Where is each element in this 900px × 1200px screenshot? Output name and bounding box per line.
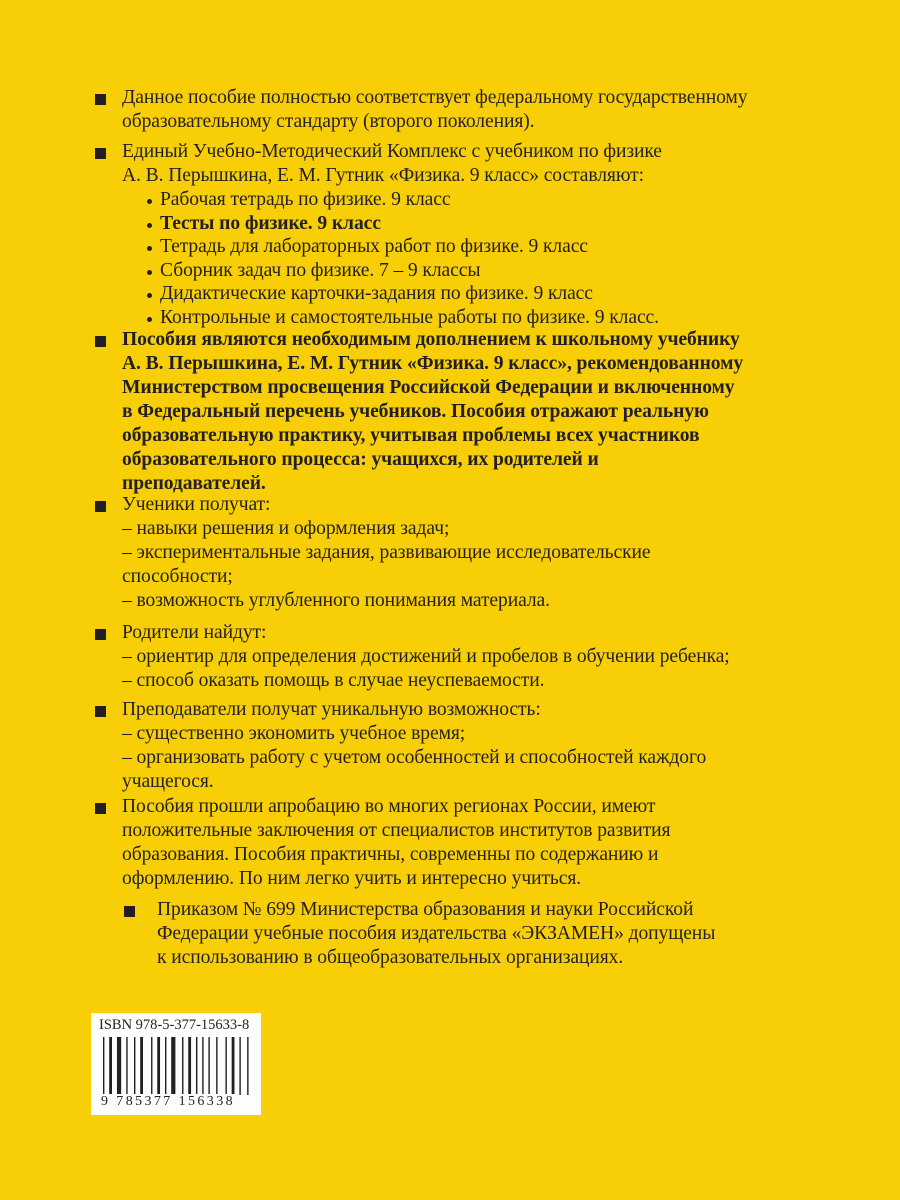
bullet-dot-icon bbox=[147, 293, 152, 298]
paragraph-line: А. В. Перышкина, Е. М. Гутник «Физика. 9 класс», рекомендованному bbox=[122, 353, 744, 374]
barcode-digits: 9 785377 156338 bbox=[101, 1094, 235, 1109]
list-item: Сборник задач по физике. 7 – 9 классы bbox=[160, 259, 481, 281]
paragraph-line: Федерации учебные пособия издательства «ЭКЗАМЕН» допущены bbox=[157, 923, 716, 944]
barcode-bar bbox=[232, 1037, 235, 1095]
barcode-bar bbox=[151, 1037, 152, 1095]
barcode-bar bbox=[216, 1037, 217, 1095]
paragraph-line: оформлению. По ним легко учить и интересно учиться. bbox=[122, 868, 582, 889]
barcode-bar bbox=[134, 1037, 135, 1095]
bullet-dot-icon bbox=[147, 199, 152, 204]
paragraph-line: – возможность углубленного понимания материала. bbox=[122, 590, 550, 611]
barcode-bar bbox=[188, 1037, 191, 1095]
isbn-barcode-block bbox=[91, 1013, 261, 1115]
barcode-bar bbox=[225, 1037, 226, 1095]
barcode-bar bbox=[239, 1037, 240, 1095]
paragraph-line: образовательному стандарту (второго поколения). bbox=[122, 111, 535, 132]
barcode-bar bbox=[140, 1037, 143, 1095]
bullet-square-icon bbox=[95, 706, 106, 717]
paragraph-line: Преподаватели получат уникальную возможность: bbox=[122, 699, 541, 720]
paragraph-line: учащегося. bbox=[122, 771, 214, 792]
list-item: Дидактические карточки-задания по физике. 9 класс bbox=[160, 283, 593, 304]
bullet-square-icon bbox=[95, 803, 106, 814]
paragraph-line: Приказом № 699 Министерства образования и науки Российской bbox=[157, 899, 694, 920]
bullet-dot-icon bbox=[147, 223, 152, 228]
bullet-square-icon bbox=[95, 336, 106, 347]
paragraph-line: Данное пособие полностью соответствует федеральному государственному bbox=[122, 87, 748, 108]
paragraph-line: способности; bbox=[122, 566, 233, 587]
paragraph-line: – способ оказать помощь в случае неуспеваемости. bbox=[122, 670, 545, 691]
list-item: Тетрадь для лабораторных работ по физике. 9 класс bbox=[160, 236, 588, 257]
paragraph-line: в Федеральный перечень учебников. Пособия отражают реальную bbox=[122, 401, 709, 422]
paragraph-line: – ориентир для определения достижений и пробелов в обучении ребенка; bbox=[122, 646, 730, 667]
paragraph-line: – организовать работу с учетом особенностей и способностей каждого bbox=[122, 747, 707, 768]
paragraph-line: образовательного процесса: учащихся, их родителей и bbox=[122, 449, 599, 470]
barcode-bar bbox=[247, 1037, 248, 1095]
list-item: Рабочая тетрадь по физике. 9 класс bbox=[160, 189, 451, 210]
bullet-dot-icon bbox=[147, 246, 152, 251]
barcode-bar bbox=[157, 1037, 160, 1095]
paragraph-line: Ученики получат: bbox=[122, 494, 271, 515]
paragraph-line: к использованию в общеобразовательных организациях. bbox=[157, 947, 624, 968]
paragraph-line: Министерством просвещения Российской Федерации и включенному bbox=[122, 377, 735, 398]
paragraph-line: – навыки решения и оформления задач; bbox=[122, 518, 450, 539]
bullet-dot-icon bbox=[147, 270, 152, 275]
bullet-square-icon bbox=[95, 148, 106, 159]
list-item: Тесты по физике. 9 класс bbox=[160, 212, 381, 234]
paragraph-line: – экспериментальные задания, развивающие исследовательские bbox=[122, 542, 651, 563]
paragraph-line: Пособия являются необходимым дополнением к школьному учебнику bbox=[122, 329, 740, 350]
paragraph-line: – существенно экономить учебное время; bbox=[122, 723, 466, 744]
paragraph-line: Единый Учебно-Методический Комплекс с учебником по физике bbox=[122, 141, 662, 162]
paragraph-line: Родители найдут: bbox=[122, 622, 267, 643]
list-item: Контрольные и самостоятельные работы по физике. 9 класс. bbox=[160, 306, 659, 328]
bullet-square-icon bbox=[95, 629, 106, 640]
paragraph-line: А. В. Перышкина, Е. М. Гутник «Физика. 9 класс» составляют: bbox=[122, 165, 644, 186]
barcode-bar bbox=[171, 1037, 175, 1095]
barcode-bar bbox=[117, 1037, 121, 1095]
bullet-dot-icon bbox=[147, 317, 152, 322]
bullet-square-icon bbox=[95, 94, 106, 105]
isbn-label: ISBN 978-5-377-15633-8 bbox=[99, 1017, 250, 1033]
bullet-square-icon bbox=[124, 906, 135, 917]
paragraph-line: положительные заключения от специалистов институтов развития bbox=[122, 820, 671, 841]
barcode-bar bbox=[165, 1037, 166, 1095]
paragraph-line: образовательную практику, учитывая проблемы всех участников bbox=[122, 425, 700, 446]
barcode-bar bbox=[208, 1037, 209, 1095]
barcode-bar bbox=[182, 1037, 183, 1095]
paragraph-line: образования. Пособия практичны, современны по содержанию и bbox=[122, 844, 659, 865]
paragraph-line: преподавателей. bbox=[122, 473, 266, 494]
bullet-square-icon bbox=[95, 501, 106, 512]
barcode-bar bbox=[126, 1037, 127, 1095]
paragraph-line: Пособия прошли апробацию во многих регионах России, имеют bbox=[122, 796, 656, 817]
